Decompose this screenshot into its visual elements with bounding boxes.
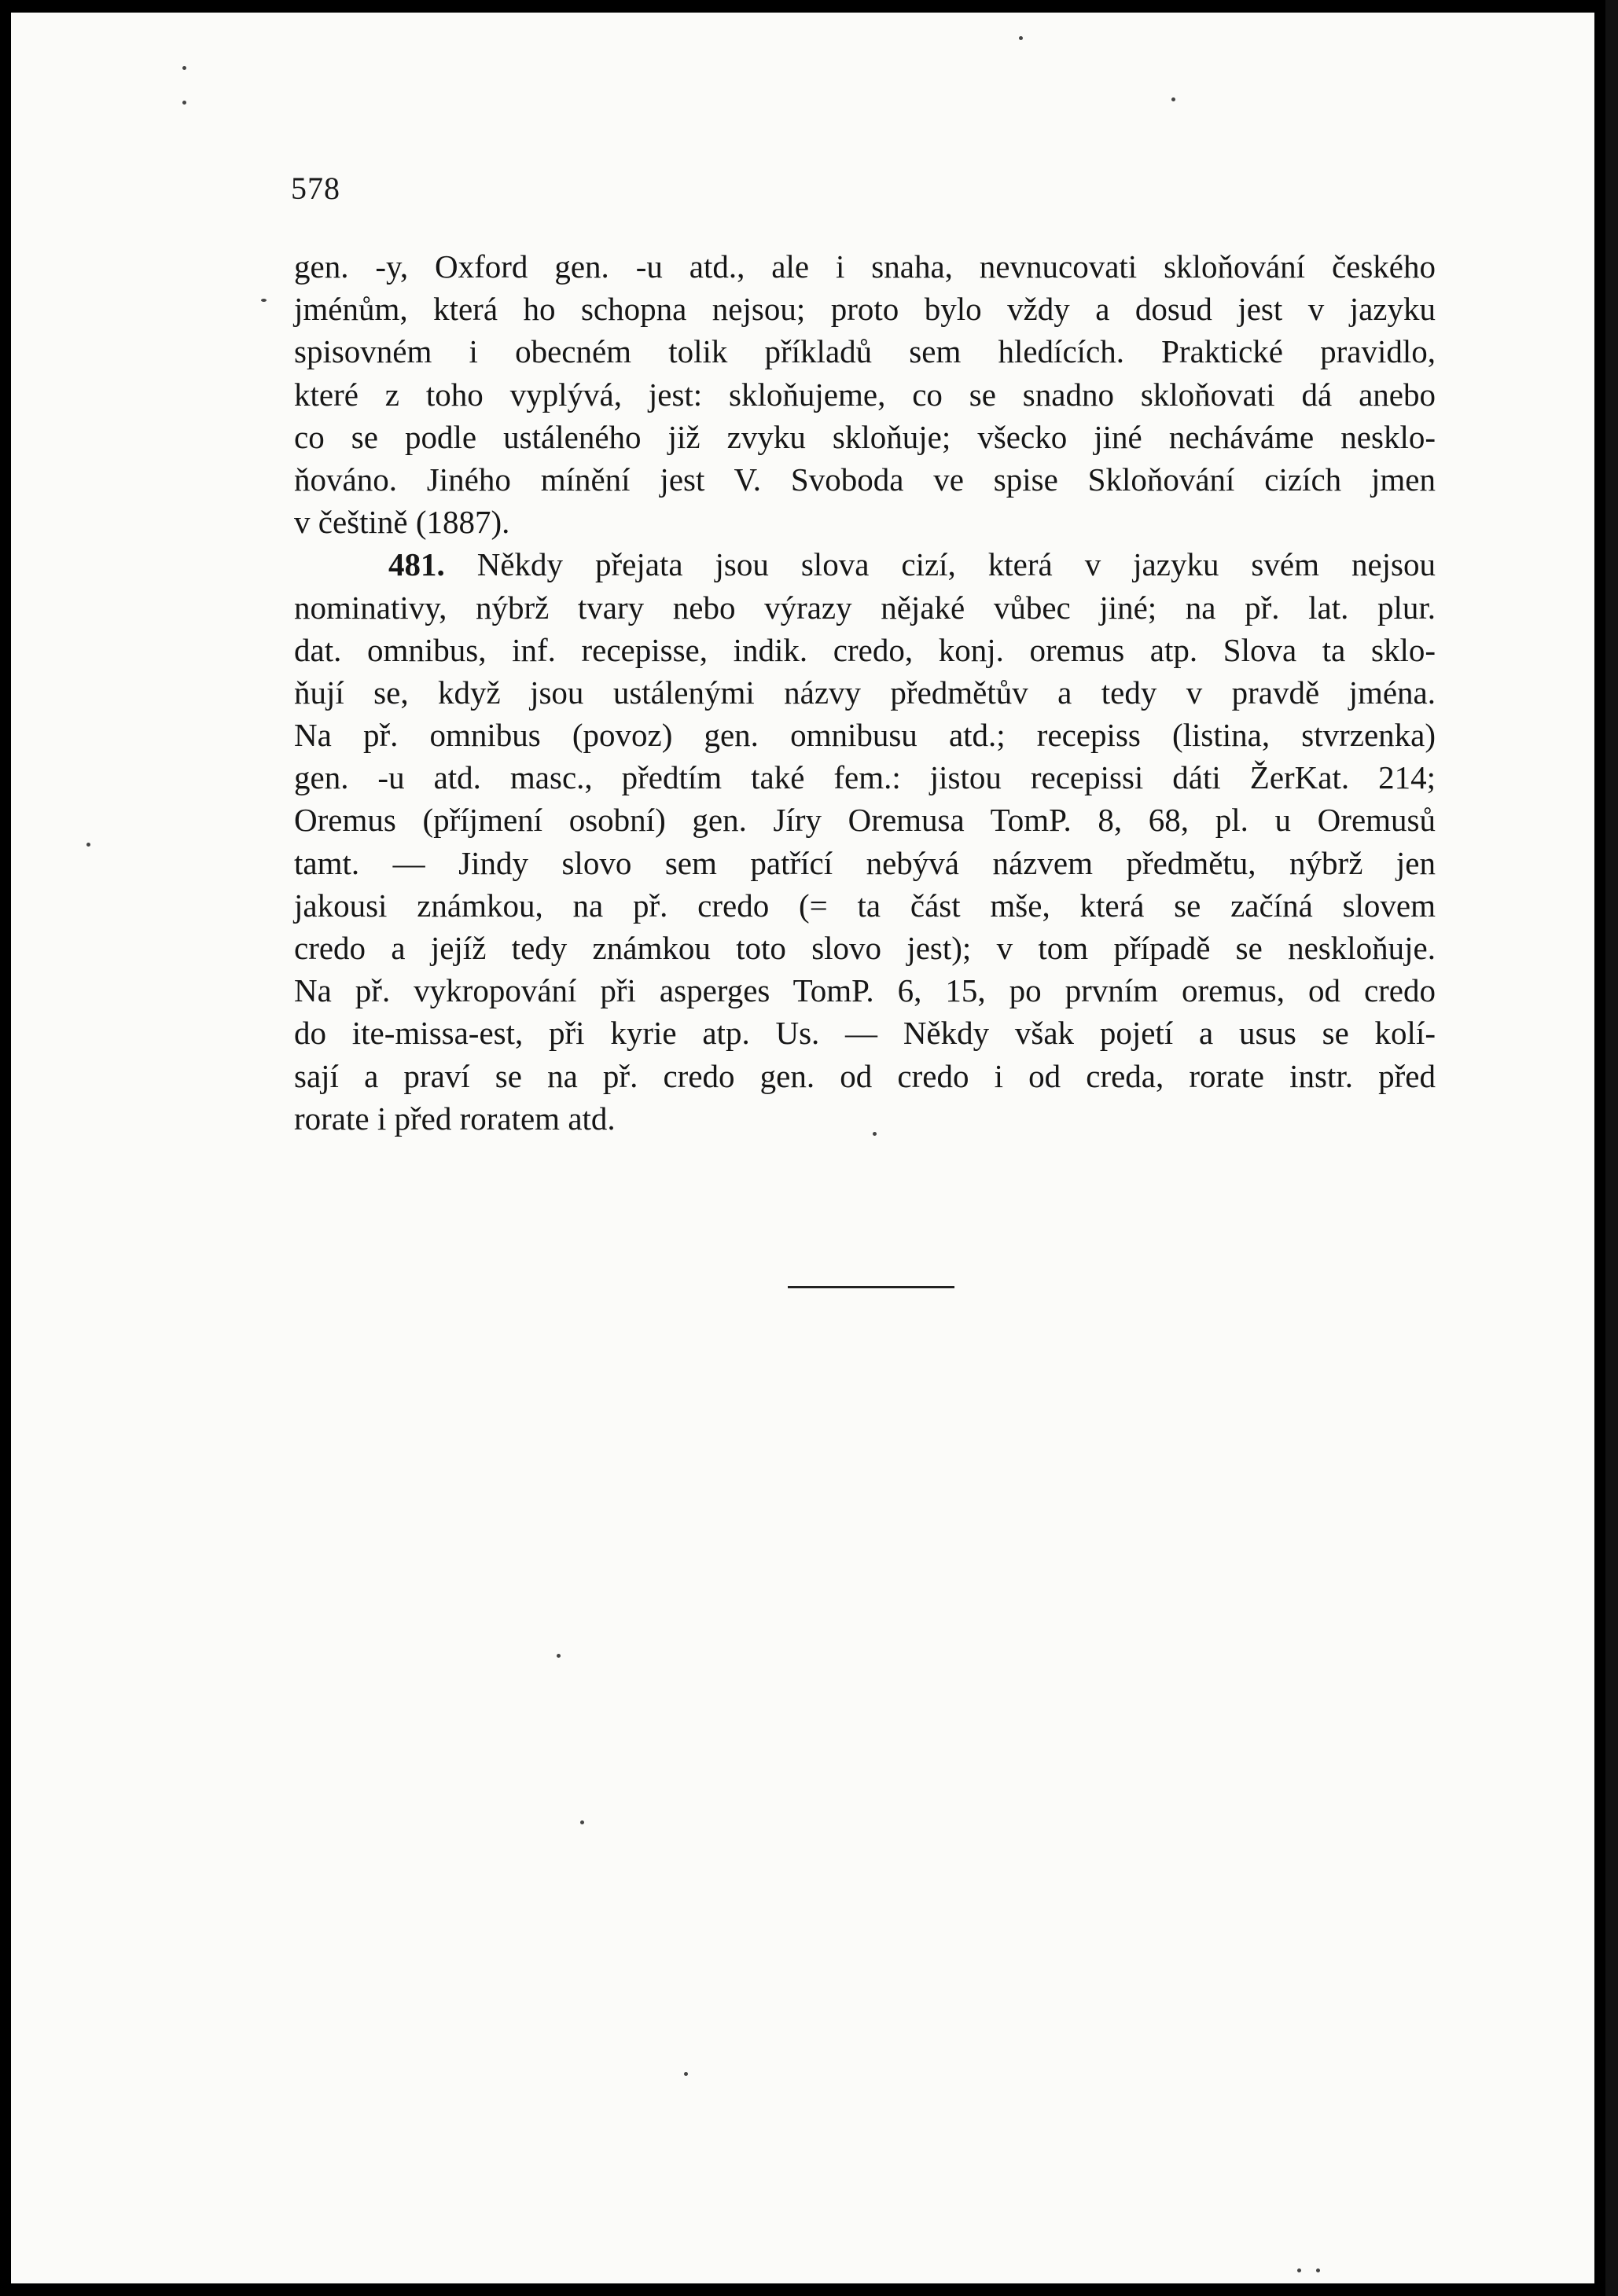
text-line: jakousi známkou, na př. credo (= ta část mše, která se začíná slovem [294,887,1436,924]
text-line: spisovném i obecném tolik příkladů sem hledících. Praktické pravidlo, [294,333,1436,370]
scan-speck [557,1654,561,1658]
scan-speck [1019,36,1023,40]
scan-speck [261,299,267,302]
text-line: dat. omnibus, inf. recepisse, indik. credo, konj. oremus atp. Slova ta sklo- [294,631,1436,668]
text-line: co se podle ustáleného již zvyku skloňuje; všecko jiné necháváme nesklo- [294,418,1436,455]
scan-speck [86,843,90,847]
page-number: 578 [291,171,340,206]
text-line: Na př. vykropování při asperges TomP. 6, 15, po prvním oremus, od credo [294,972,1436,1009]
text-line: v češtině (1887). [294,504,510,541]
book-page [11,13,1594,2283]
scan-speck [1316,2268,1320,2272]
scan-speck [580,1820,584,1824]
scan-speck [182,101,186,105]
scan-speck [684,2072,688,2076]
page-text [294,245,1436,1140]
text-line: ňováno. Jiného mínění jest V. Svoboda ve spise Skloňování cizích jmen [294,461,1436,498]
scan-speck [873,1132,877,1136]
scan-speck [1297,2268,1301,2272]
text-line: tamt. — Jindy slovo sem patřící nebývá názvem předmětu, nýbrž jen [294,844,1436,881]
text-line: gen. -u atd. masc., předtím také fem.: jistou recepissi dáti ŽerKat. 214; [294,759,1436,796]
text-line: gen. -y, Oxford gen. -u atd., ale i snaha, nevnucovati skloňování českého [294,248,1436,285]
paragraph-first-line [294,543,1436,586]
scan-speck [1171,97,1175,101]
text-line: které z toho vyplývá, jest: skloňujeme, co se snadno skloňovati dá anebo [294,376,1436,413]
paragraph-first-line-text: Někdy přejata jsou slova cizí, která v jazyku svém nejsou [476,546,1436,583]
paragraph-number: 481. [388,546,445,583]
text-line: ňují se, když jsou ustálenými názvy předmětův a tedy v pravdě jména. [294,674,1436,711]
text-line: sají a praví se na př. credo gen. od credo i od creda, rorate instr. před [294,1057,1436,1094]
text-line: jménům, která ho schopna nejsou; proto bylo vždy a dosud jest v jazyku [294,291,1436,328]
section-end-rule [788,1286,954,1288]
text-line: do ite-missa-est, při kyrie atp. Us. — Někdy však pojetí a usus se kolí- [294,1015,1436,1052]
scan-speck [182,66,186,70]
text-line: Oremus (příjmení osobní) gen. Jíry Oremusa TomP. 8, 68, pl. u Oremusů [294,802,1436,839]
text-line: nominativy, nýbrž tvary nebo výrazy nějaké vůbec jiné; na př. lat. plur. [294,589,1436,626]
scan-border [1605,0,1618,2296]
text-line: rorate i před roratem atd. [294,1100,616,1137]
text-line: Na př. omnibus (povoz) gen. omnibusu atd.; recepiss (listina, stvrzenka) [294,717,1436,754]
text-line: credo a jejíž tedy známkou toto slovo jest); v tom případě se neskloňuje. [294,930,1436,966]
